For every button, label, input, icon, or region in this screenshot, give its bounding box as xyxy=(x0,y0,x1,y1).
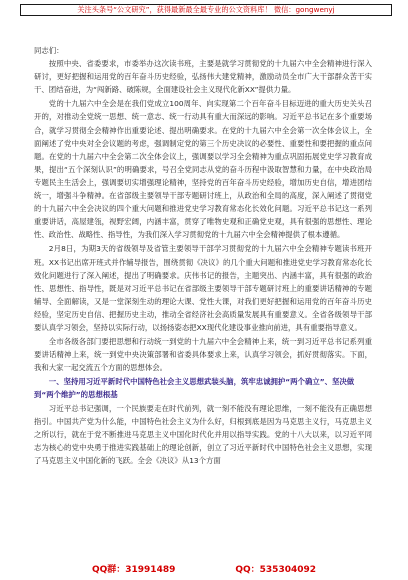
document-body xyxy=(34,44,372,467)
paragraph-2: 党的十九届六中全会是在我们党成立100周年、向实现第二个百年奋斗目标迈进的重大历史关头召开的，对推动全党统一思想、统一意志、统一行动具有重大而深远的影响。习近平总书记在多个重要场合，就学习贯彻全会精神作出重要论述、提出明确要求。在党的十九届六中全会第一次全体会议上，全面阐述了党中央对全会议题的考虑，强调制定党的第三个历史决议的必要性、重要性和要把握的重点问题。在党的十九届六中全会第二次全体会议上，强调要以学习全会精神为重点巩固拓展党史学习教育成果，提出“五个深刻认识”的明确要求，号召全党同志从党的奋斗历程中汲取智慧和力量，在中央政治局专题民主生活会上，强调要切实增强理论精神，坚持党的百年奋斗历史经验，增加历史自信，增进团结统一，增强斗争精神。在省部级主要领导干部专题研讨班上，从政治和全局的高度，深入阐述了贯彻党的十九届六中全会决议的四个重大问题和推进党史学习教育常态化长效化问题。习近平总书记这一系列重要讲话，高屋建瓴，视野宏阔，内涵丰富，贯穿了唯物史观和正确党史观，具有很强的思想性、理论性、政治性、战略性、指导性，为我们深入学习贯彻党的十九届六中全会精神提供了根本遵循。 xyxy=(34,99,372,240)
paragraph-4: 全市各级各部门要把思想和行动统一到党的十九届六中全会精神上来，统一到习近平总书记系列重要讲话精神上来，统一到党中央决策部署和省委具体要求上来，认真学习领会，抓好贯彻落实。下面，我和大家一起交流五个方面的思想体会。 xyxy=(34,337,372,373)
paragraph-1: 按照中央、省委要求，市委举办这次读书班，主要是就学习贯彻党的十九届六中全会精神进行深入研讨，更好把握和运用党的百年奋斗历史经验，弘扬伟大建党精神，激励动员全市广大干部群众苦干实干、团结奋进，为“闯新路、破陈规，全面建设社会主义现代化新XX”提供力量。 xyxy=(34,59,372,95)
promo-banner: 关注头条号“公文研究”，获得最新最全最专业的公文资料库！ 微信：gongwenyj xyxy=(20,4,392,16)
paragraph-3: 2月8日，为期3天的省级领导及省管主要领导干部学习贯彻党的十九届六中全会精神专题读书班开班。XX书记出席开班式并作辅导报告，围绕贯彻《决议》的几个重大问题和推进党史学习教育常态化长效化问题进行了深入阐述，提出了明确要求。庆伟书记的报告，主题突出、内涵丰富，具有很强的政治性、思想性、指导性，既是对习近平总书记在省部级主要领导干部专题研讨班上的重要讲话精神的专题辅导、全面解读，又是一堂深刻生动的理论大课、党性大课，对我们更好把握和运用党的百年奋斗历史经验，坚定历史自信、把握历史主动，推动全省经济社会高质量发展具有重要意义。全省各级领导干部要认真学习领会，坚持以实际行动，以扬扬姿态把XX现代化建设事业推向前进，具有重要指导意义。 xyxy=(34,244,372,332)
footer xyxy=(0,563,408,577)
footer-qq: QQ：535304092 xyxy=(235,565,317,575)
paragraph-5: 习近平总书记强调，一个民族要走在时代前列，就一刻不能没有理论思维，一刻不能没有正确思想指引。中国共产党为什么能，中国特色社会主义为什么好，归根到底是因为马克思主义行，马克思主义之所以行，就在于党不断推进马克思主义中国化时代化并用以指导实践。党的十八大以来，以习近平同志为核心的党中央勇于推进实践基础上的理论创新，创立了习近平新时代中国特色社会主义思想，实现了马克思主义中国化新的飞跃。全会《决议》从13个方面 xyxy=(34,403,372,465)
section-heading: 一、坚持用习近平新时代中国特色社会主义思想武装头脑，筑牢忠诚拥护“两个确立”、坚决做到“两个维护”的思想根基 xyxy=(34,377,355,400)
footer-qq-group: QQ群：31991489 xyxy=(91,565,176,575)
salutation: 同志们： xyxy=(34,46,64,55)
